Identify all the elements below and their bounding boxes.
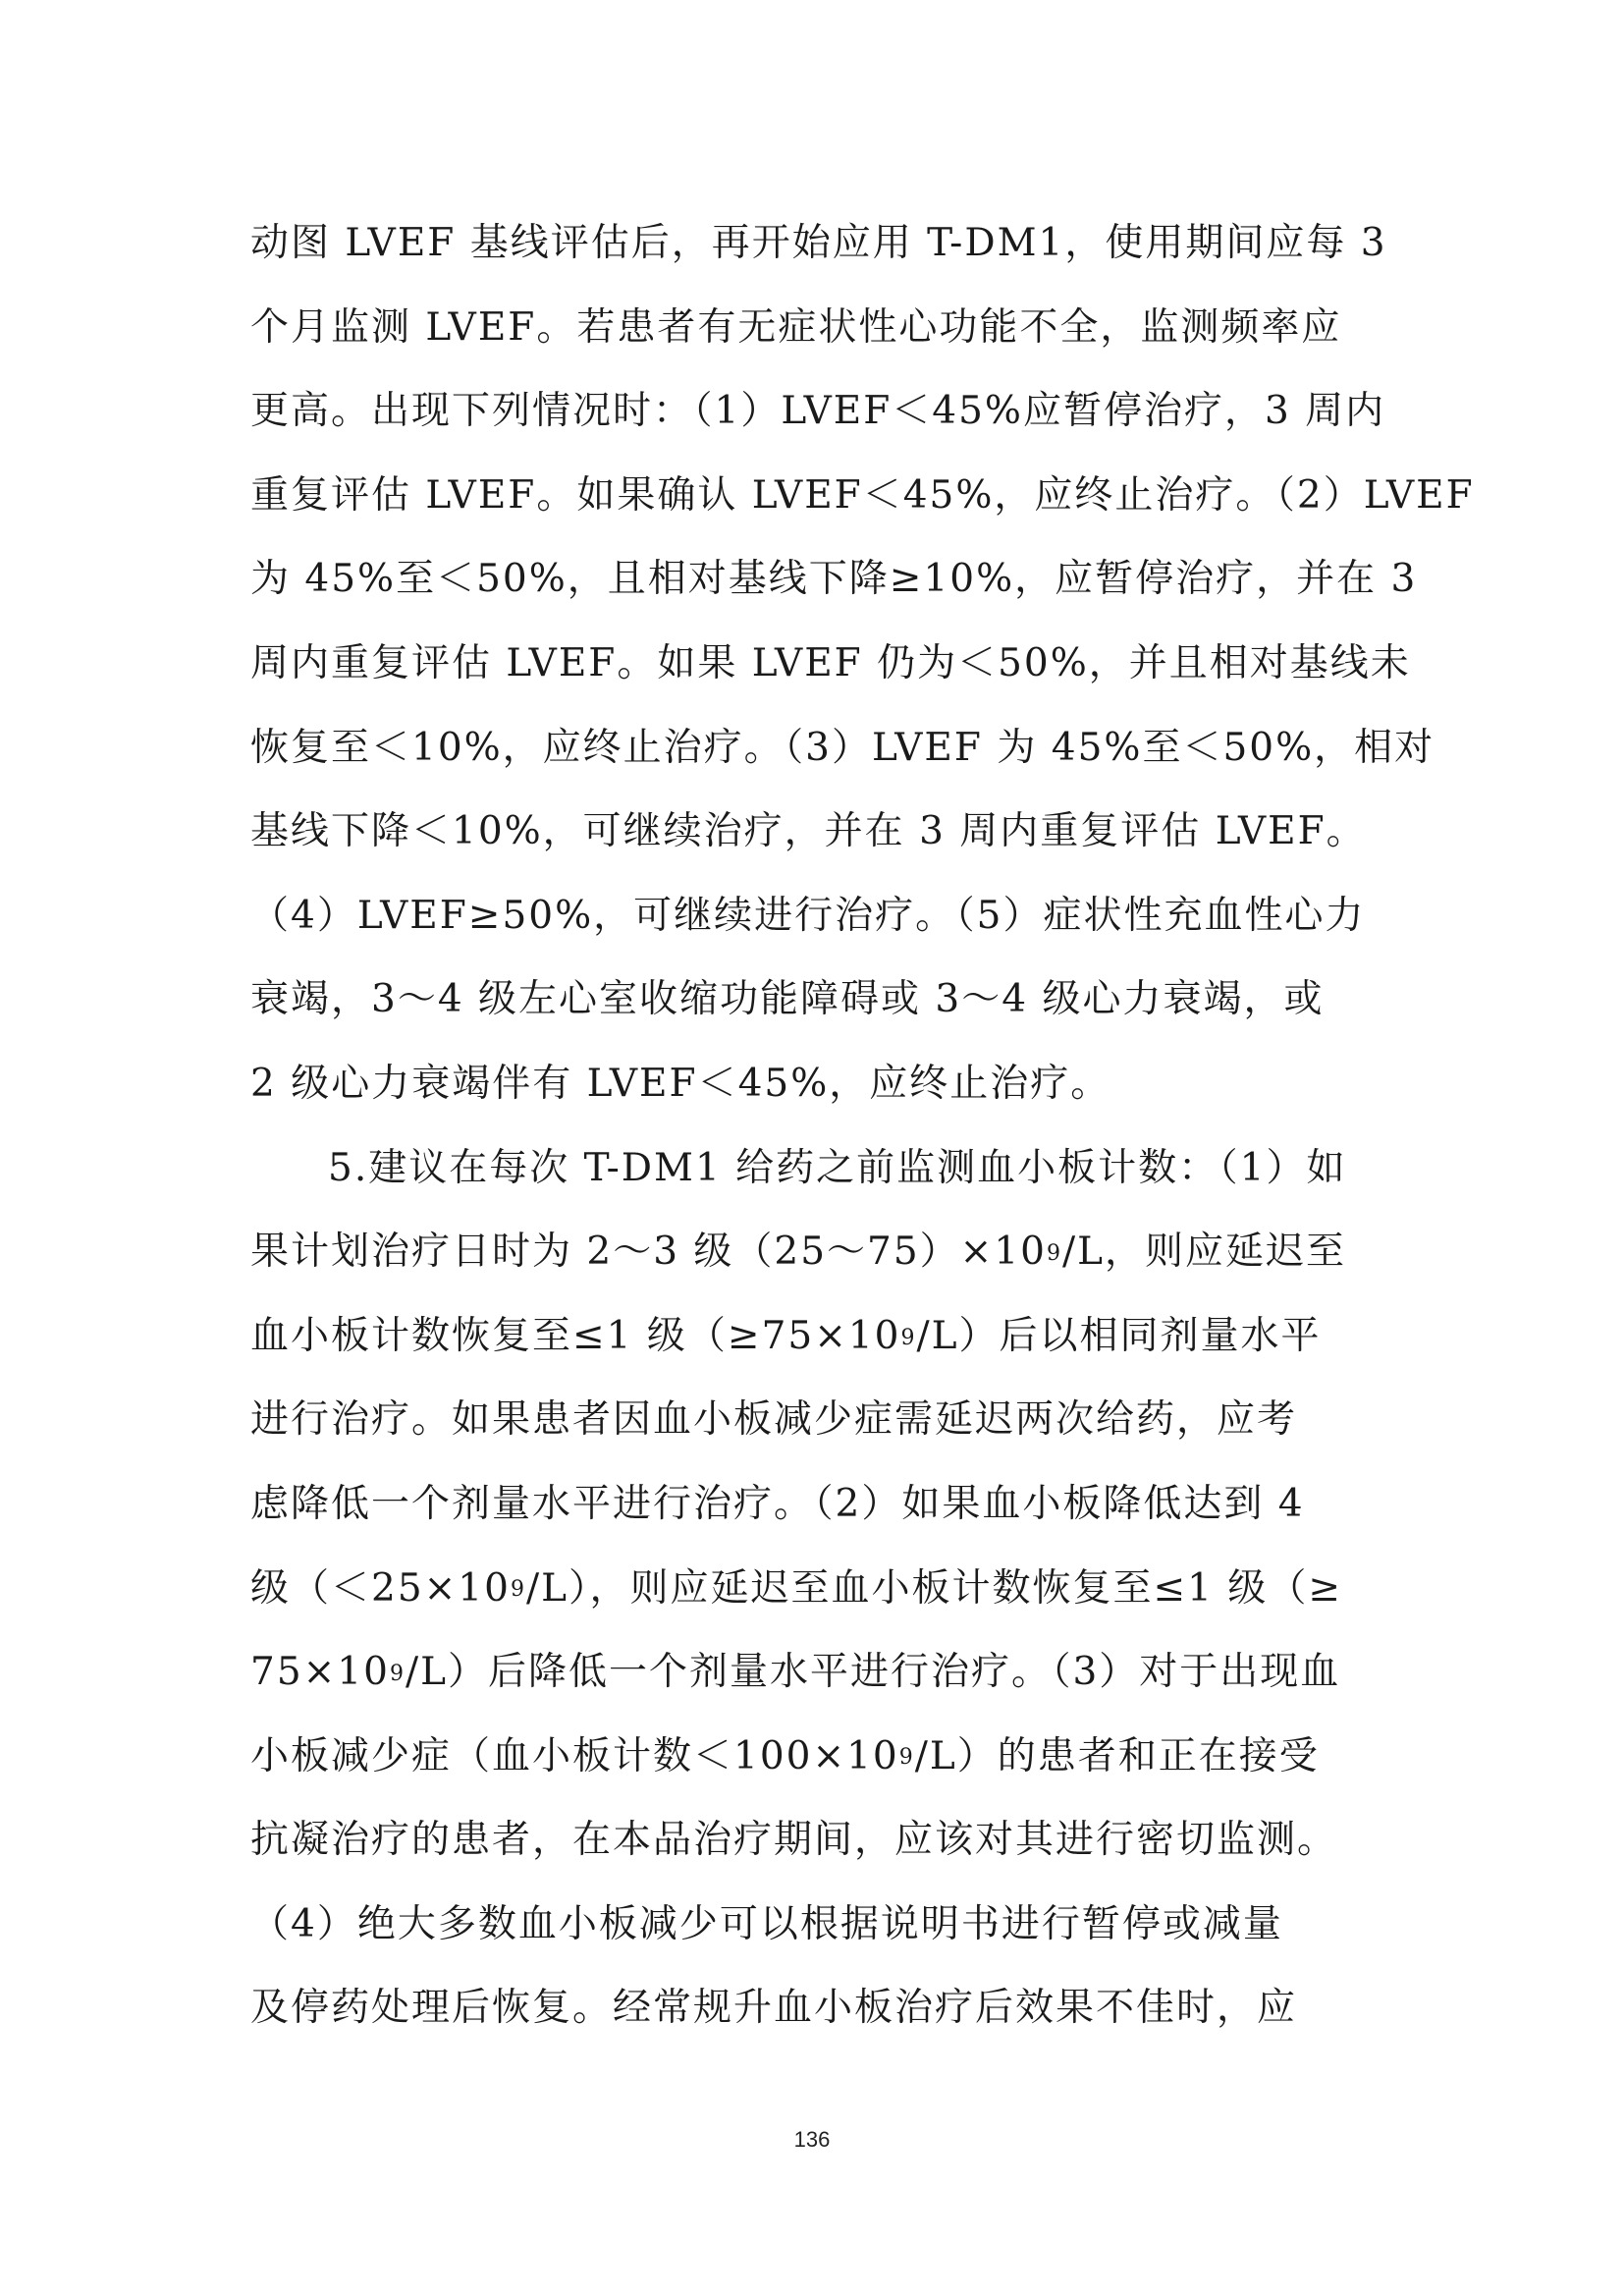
text-line: 2 级心力衰竭伴有 LVEF＜45%，应终止治疗。 [250,1061,1111,1106]
text-line: （4）LVEF≥50%，可继续进行治疗。（5）症状性充血性心力 [250,893,1366,938]
text-line: 个月监测 LVEF。若患者有无症状性心功能不全，监测频率应 [250,304,1342,350]
paragraph-start-line: 5.建议在每次 T-DM1 给药之前监测血小板计数：（1）如 [328,1145,1347,1190]
text-line: 进行治疗。如果患者因血小板减少症需延迟两次给药，应考 [250,1397,1298,1443]
text-line: 级（＜25×10 $^9$ /L），则应延迟至血小板计数恢复至≤1 级（≥ [250,1565,1343,1611]
text-line: 基线下降＜10%，可继续治疗，并在 3 周内重复评估 LVEF。 [250,809,1367,854]
page-number: 136 [793,2127,831,2152]
text-line: 血小板计数恢复至≤1 级（≥75×10 $^9$ /L）后以相同剂量水平 [250,1313,1322,1358]
text-line: 果计划治疗日时为 2～3 级（25～75）×10 $^9$ /L，则应延迟至 [250,1230,1347,1275]
text-line: 周内重复评估 LVEF。如果 LVEF 仍为＜50%，并且相对基线未 [250,640,1411,685]
text-line: 恢复至＜10%，应终止治疗。（3）LVEF 为 45%至＜50%，相对 [250,725,1435,770]
body-text [250,201,1475,2050]
text-line: 更高。出现下列情况时：（1）LVEF＜45%应暂停治疗，3 周内 [250,389,1386,434]
text-line: （4）绝大多数血小板减少可以根据说明书进行暂停或减量 [250,1901,1283,1946]
text-line: 为 45%至＜50%，且相对基线下降≥10%，应暂停治疗，并在 3 [250,557,1418,602]
text-line: 虑降低一个剂量水平进行治疗。（2）如果血小板降低达到 4 [250,1481,1305,1526]
text-line: 动图 LVEF 基线评估后，再开始应用 T-DM1，使用期间应每 3 [250,221,1387,265]
text-line: 衰竭，3～4 级左心室收缩功能障碍或 3～4 级心力衰竭，或 [250,977,1325,1022]
text-line: 重复评估 LVEF。如果确认 LVEF＜45%，应终止治疗。（2）LVEF [250,472,1475,518]
text-line: 小板减少症（血小板计数＜100×10 $^9$ /L）的患者和正在接受 [250,1733,1320,1778]
text-line: 抗凝治疗的患者，在本品治疗期间，应该对其进行密切监测。 [250,1818,1338,1863]
text-line: 75×10 $^9$ /L）后降低一个剂量水平进行治疗。（3）对于出现血 [250,1650,1341,1695]
text-line: 及停药处理后恢复。经常规升血小板治疗后效果不佳时，应 [250,1986,1298,2031]
